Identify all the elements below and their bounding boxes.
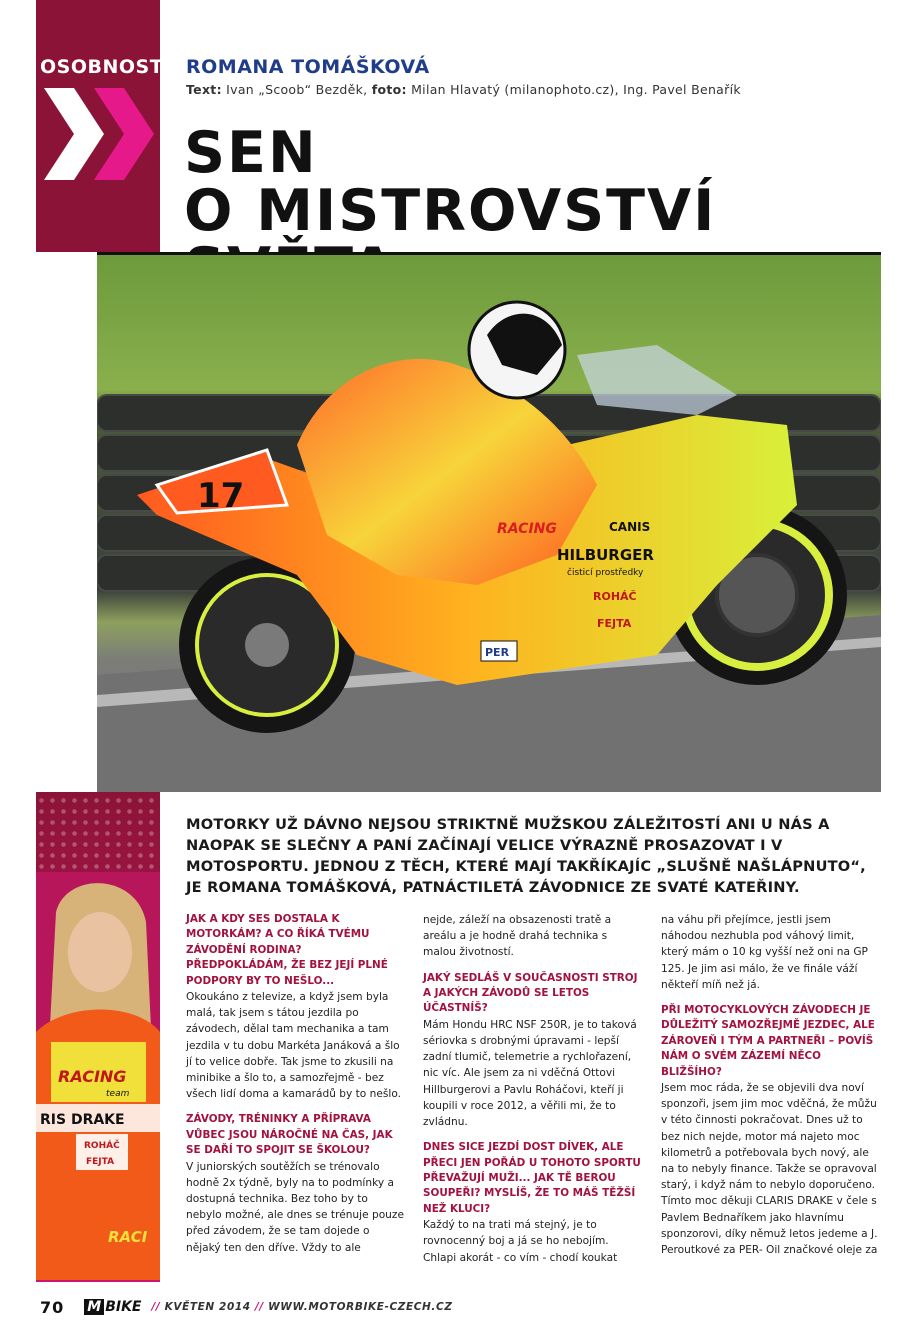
- credits-text-value: Ivan „Scoob“ Bezděk,: [221, 82, 372, 97]
- question-2: ZÁVODY, TRÉNINKY A PŘÍPRAVA VŮBEC JSOU NÁROČNÉ NA ČAS, JAK SE DAŘÍ TO SPOJIT SE ŠKOLOU?: [186, 1113, 393, 1157]
- bike-number: 17: [197, 476, 245, 516]
- question-4: DNES SICE JEZDÍ DOST DÍVEK, ALE PŘECI JEN POŘÁD U TOHOTO SPORTU PŘEVAŽUJÍ MUŽI... JAK TĚ BEROU SOUPEŘI? MYSLÍŠ, ŽE TO MÁŠ TĚŽŠÍ NEŽ KLUCI?: [423, 1141, 641, 1215]
- sponsor-hilburger: HILBURGER: [557, 546, 654, 564]
- answer-2-continued: nejde, záleží na obsazenosti tratě a areálu a je hodně drahá technika s malou životností.: [423, 914, 612, 959]
- credits-photo-value: Milan Hlavatý (milanophoto.cz), Ing. Pavel Benařík: [406, 82, 741, 97]
- credits: [186, 82, 741, 97]
- answer-4-continued: na váhu při přejímce, jestli jsem náhodou nezhubla pod váhový limit, který mám o 10 kg vyšší než oni na GP 125. Je jim asi málo, že ve finále váží někteří míň než já.: [661, 914, 868, 991]
- answer-3: Mám Hondu HRC NSF 250R, je to taková sériovka s drobnými úpravami - lepší zadní tlumič, telemetrie a rychlořazení, nic víc. Ale jsem za ni vděčná Ottovi Hillburgerovi a Pavlu Roháčovi, kteří ji koupili v roce 2012, a věřili mi, že to zvládnu.: [423, 1018, 637, 1129]
- answer-4: Každý to na trati má stejný, je to rovnocenný boj a já se ho nebojím. Chlapi akorát - co vím - chodí koukat: [423, 1219, 618, 1264]
- sponsor-per: PER: [485, 646, 510, 659]
- portrait-team: team: [106, 1089, 130, 1099]
- portrait-photo: [36, 872, 160, 1280]
- credits-text-label: Text:: [186, 82, 222, 97]
- sponsor-racing: RACING: [497, 521, 557, 537]
- lead-paragraph: MOTORKY UŽ DÁVNO NEJSOU STRIKTNĚ MUŽSKOU ZÁLEŽITOSTÍ ANI U NÁS A NAOPAK SE SLEČNY A PANÍ ZAČÍNAJÍ VELICE VÝRAZNĚ PROSAZOVAT I V MOTOSPORTU. JEDNOU Z TĚCH, KTERÉ MAJÍ TAKŘÍKAJÍC „SLUŠNĚ NAŠLÁPNUTO“, JE ROMANA TOMÁŠKOVÁ, PATNÁCTILETÁ ZÁVODNICE ZE SVATÉ KATEŘINY.: [186, 816, 866, 896]
- page-footer: [40, 1296, 453, 1318]
- footer-sep-1: //: [151, 1301, 161, 1313]
- answer-2: V juniorských soutěžích se trénovalo hodně 2x týdně, byly na to podmínky a dostupná technika. Bez toho by to nebylo možné, ale dnes se trénuje pouze před závodem, že se tam dojede o nějaký ten den dříve. Vždy to ale: [186, 1160, 404, 1254]
- logo-text: BIKE: [105, 1299, 142, 1315]
- page-number: 70: [40, 1297, 65, 1317]
- answer-6: Tímto moc děkuji CLARIS DRAKE v čele s Pavlem Bednaříkem jako hlavnímu sponzorovi, díky němuž letos jedeme a J. Peroutkové za PER- Oil značkové oleje za: [661, 1195, 878, 1257]
- sponsor-fejta: FEJTA: [597, 617, 632, 630]
- headline-line-2: O MISTROVSTVÍ: [184, 178, 717, 244]
- footer-info: [152, 1301, 453, 1313]
- issue-date: KVĚTEN 2014: [164, 1301, 251, 1313]
- portrait-racing: RACING: [58, 1067, 127, 1086]
- sponsor-rohac: ROHÁČ: [593, 590, 637, 603]
- motorcycle-photo: [97, 255, 881, 792]
- column-3: [661, 912, 879, 1258]
- section-tag: OSOBNOST: [40, 56, 164, 78]
- sponsor-hilburger-sub: čisticí prostředky: [567, 568, 644, 578]
- hero-photo: [97, 252, 881, 792]
- answer-1: Okoukáno z televize, a když jsem byla malá, tak jsem s tátou jezdila po závodech, dělal tam mechanika a tam jezdila v tu dobu Markéta Janáková a šlo jí to velice dobře. Tak jsme to zkusili na minibike a šlo to, a samozřejmě - bez všech lidí doma a kamarádů by to nešlo.: [186, 991, 402, 1101]
- portrait-drake: RIS DRAKE: [40, 1112, 125, 1128]
- portrait-raci: RACI: [108, 1228, 148, 1246]
- column-2: [423, 912, 641, 1266]
- question-3: JAKÝ SEDLÁŠ V SOUČASNOSTI STROJ A JAKÝCH ZÁVODŮ SE LETOS ÚČASTNÍŠ?: [423, 971, 638, 1015]
- credits-photo-label: foto:: [371, 82, 407, 97]
- headline-line-1: SEN: [184, 120, 318, 186]
- website-url[interactable]: WWW.MOTORBIKE-CZECH.CZ: [268, 1301, 453, 1313]
- rider-portrait: [36, 872, 160, 1280]
- author-name: ROMANA TOMÁŠKOVÁ: [186, 56, 430, 78]
- chevron-right-icon: [40, 84, 158, 184]
- column-1: [186, 912, 404, 1256]
- question-1: JAK A KDY SES DOSTALA K MOTORKÁM? A CO ŘÍKÁ TVÉMU ZÁVODĚNÍ RODINA? PŘEDPOKLÁDÁM, ŽE BEZ JEJÍ PLNÉ PODPORY BY TO NEŠLO...: [186, 913, 388, 987]
- sponsor-canis: CANIS: [609, 520, 651, 534]
- magazine-logo: [84, 1299, 141, 1315]
- question-5: PŘI MOTOCYKLOVÝCH ZÁVODECH JE DŮLEŽITÝ SAMOZŘEJMĚ JEZDEC, ALE ZÁROVEŇ I TÝM A PARTNEŘI – POVÍŠ NÁM O SVÉM ZÁZEMÍ NĚCO BLIŽŠÍHO?: [661, 1004, 875, 1078]
- portrait-rohac: ROHÁČ: [84, 1141, 120, 1151]
- logo-box: M: [84, 1299, 104, 1315]
- answer-5: Jsem moc ráda, že se objevili dva noví sponzoři, jsem jim moc vděčná, že můžu v této činnosti pokračovat. Dnes už to bez nich nejde, motor má najeto moc kilometrů a potřebovala bych nový, ale na to nebyly finance. Takže se opravoval starý, i když nám to nebylo doporučeno.: [661, 1082, 877, 1192]
- portrait-fejta: FEJTA: [86, 1157, 115, 1167]
- footer-sep-2: //: [254, 1301, 264, 1313]
